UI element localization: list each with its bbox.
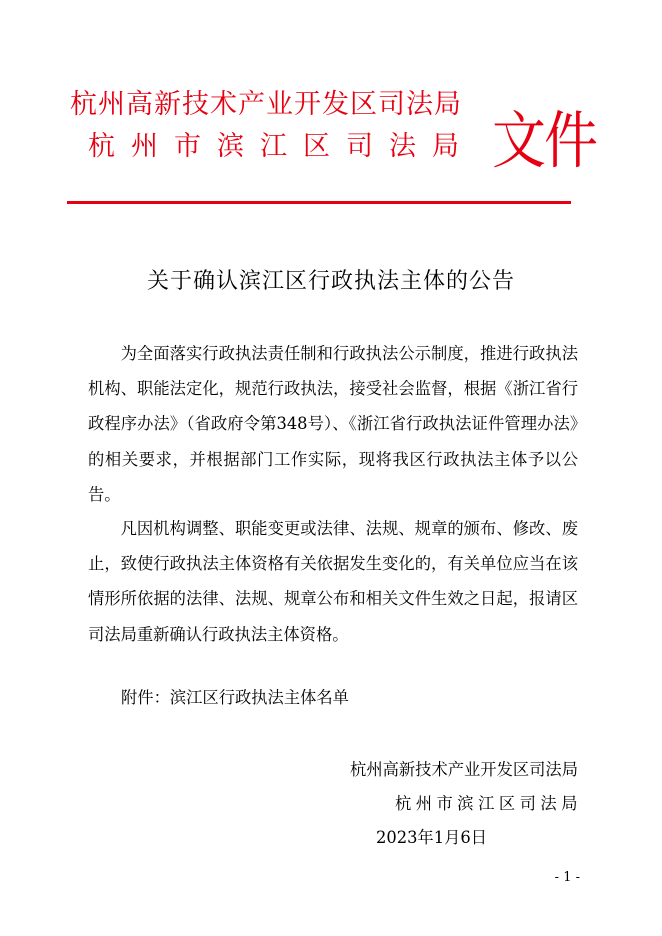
body-paragraph-1: 为全面落实行政执法责任制和行政执法公示制度，推进行政执法机构、职能法定化，规范行政执法，接受社会监督，根据《浙江省行政程序办法》（省政府令第348号）、《浙江省行政执法证件管理办法》的相关要求，并根据部门工作实际，现将我区行政执法主体予以公告。 xyxy=(88,344,578,504)
body-paragraph-2: 凡因机构调整、职能变更或法律、法规、规章的颁布、修改、废止，致使行政执法主体资格有关依据发生变化的，有关单位应当在该情形所依据的法律、法规、规章公布和相关文件生效之日起，报请区司法局重新确认行政执法主体资格。 xyxy=(88,519,578,644)
issuing-org-line-1: 杭州高新技术产业开发区司法局 xyxy=(70,89,462,120)
red-header-divider xyxy=(67,201,571,204)
signature-date: 2023年1月6日 xyxy=(376,828,487,847)
signature-org-1: 杭州高新技术产业开发区司法局 xyxy=(350,760,578,779)
issuing-org-line-2: 杭州市滨江区司法局 xyxy=(88,131,475,162)
document-title: 关于确认滨江区行政执法主体的公告 xyxy=(146,269,515,294)
page-number: - 1 - xyxy=(554,870,580,885)
signature-org-2: 杭州市滨江区司法局 xyxy=(394,794,582,813)
attachment-note: 附件：滨江区行政执法主体名单 xyxy=(121,688,349,707)
document-type-label: 文件 xyxy=(492,104,596,178)
